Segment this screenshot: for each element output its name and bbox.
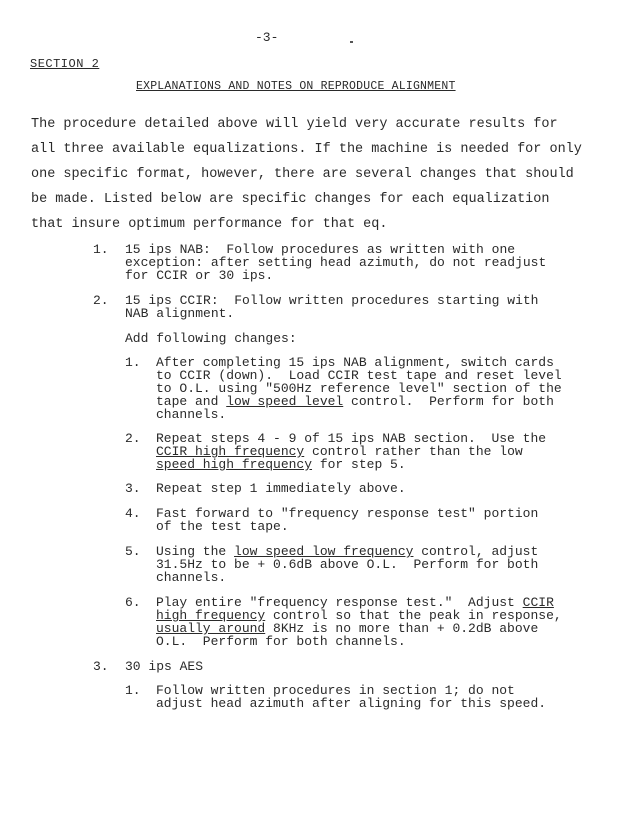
text-segment: for step 5. bbox=[312, 457, 406, 472]
sub-item-line: Repeat steps 4 - 9 of 15 ips NAB section. Use the bbox=[156, 431, 547, 446]
sub-item-line: 31.5Hz to be + 0.6dB above O.L. Perform for both bbox=[156, 557, 539, 572]
list-item-line: exception: after setting head azimuth, do not readjust bbox=[125, 255, 547, 270]
text-segment: 8KHz is no more than + 0.2dB above bbox=[265, 621, 539, 636]
list-item-number: 1. bbox=[93, 242, 109, 257]
underlined-text: usually around bbox=[156, 621, 266, 636]
list-item-line: 30 ips AES bbox=[125, 659, 204, 674]
underlined-text: speed high frequency bbox=[156, 457, 313, 472]
section-label: SECTION 2 bbox=[30, 57, 100, 71]
page-number: -3- bbox=[255, 30, 279, 45]
sub-item-line: After completing 15 ips NAB alignment, switch cards bbox=[156, 355, 554, 370]
text-segment: Using the bbox=[156, 544, 235, 559]
sub-item-line: to O.L. using "500Hz reference level" section of the bbox=[156, 381, 562, 396]
sub-item-number: 2. bbox=[125, 431, 141, 446]
intro-line: be made. Listed below are specific changes for each equalization bbox=[31, 192, 550, 207]
sub-item-line: Fast forward to "frequency response test" portion bbox=[156, 506, 539, 521]
sub-item-line: channels. bbox=[156, 570, 227, 585]
sub-item-line: O.L. Perform for both channels. bbox=[156, 634, 406, 649]
sub-item-line: channels. bbox=[156, 407, 227, 422]
intro-line: The procedure detailed above will yield very accurate results for bbox=[31, 117, 558, 132]
sub-item-number: 3. bbox=[125, 481, 141, 496]
intro-line: all three available equalizations. If the machine is needed for only bbox=[31, 142, 582, 157]
list-item-number: 3. bbox=[93, 659, 109, 674]
scan-speck bbox=[350, 41, 353, 43]
sub-item-line bbox=[156, 458, 406, 472]
intro-line: one specific format, however, there are several changes that should bbox=[31, 167, 574, 182]
text-segment: tape and bbox=[156, 394, 227, 409]
text-segment: control rather than the low bbox=[304, 444, 523, 459]
underlined-text: low speed low frequency bbox=[234, 544, 414, 559]
text-segment: control, adjust bbox=[413, 544, 539, 559]
underlined-text: CCIR bbox=[522, 595, 554, 610]
text-segment: Play entire "frequency response test." Adjust bbox=[156, 595, 523, 610]
underlined-text: high frequency bbox=[156, 608, 266, 623]
list-item-line: for CCIR or 30 ips. bbox=[125, 268, 274, 283]
list-item-line: 15 ips CCIR: Follow written procedures starting with bbox=[125, 293, 539, 308]
text-segment: control. Perform for both bbox=[343, 394, 554, 409]
underlined-text: CCIR high frequency bbox=[156, 444, 305, 459]
sub-item-number: 6. bbox=[125, 595, 141, 610]
sub-item-number: 4. bbox=[125, 506, 141, 521]
sub-item-line: of the test tape. bbox=[156, 519, 289, 534]
sub-item-line: Repeat step 1 immediately above. bbox=[156, 481, 406, 496]
list-item-number: 2. bbox=[93, 293, 109, 308]
underlined-text: low speed level bbox=[226, 394, 344, 409]
sub-item-number: 1. bbox=[125, 355, 141, 370]
sub-item-number: 5. bbox=[125, 544, 141, 559]
sub-item-line: to CCIR (down). Load CCIR test tape and reset level bbox=[156, 368, 562, 383]
sub-item-line: Follow written procedures in section 1; do not bbox=[156, 683, 515, 698]
list-item-line: 15 ips NAB: Follow procedures as written with one bbox=[125, 242, 516, 257]
section-heading: EXPLANATIONS AND NOTES ON REPRODUCE ALIGNMENT bbox=[136, 80, 456, 93]
sub-item-number: 1. bbox=[125, 683, 141, 698]
text-segment: control so that the peak in response, bbox=[265, 608, 562, 623]
list-item-line: NAB alignment. bbox=[125, 306, 235, 321]
sub-item-line: adjust head azimuth after aligning for this speed. bbox=[156, 696, 547, 711]
intro-line: that insure optimum performance for that eq. bbox=[31, 217, 388, 232]
sub-list-intro: Add following changes: bbox=[125, 331, 297, 346]
